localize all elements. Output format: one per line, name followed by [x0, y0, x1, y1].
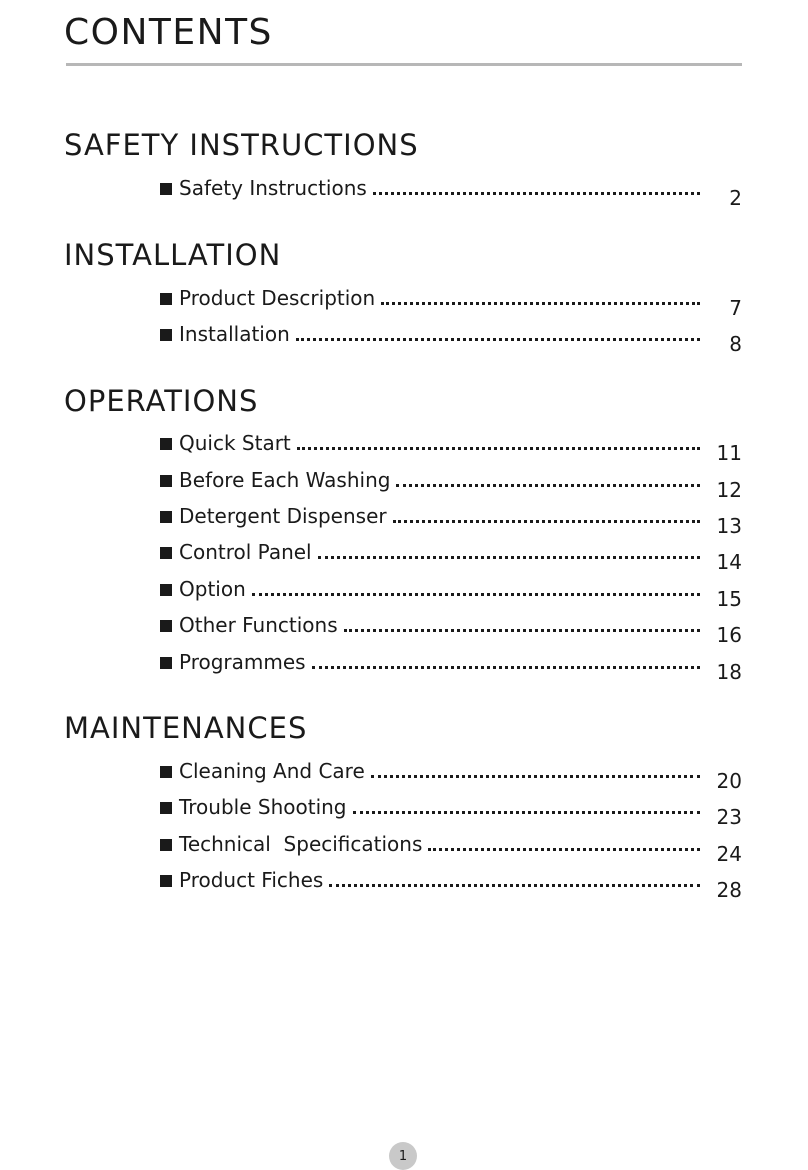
- square-bullet-icon: [160, 875, 172, 887]
- toc-entry-option[interactable]: [160, 575, 700, 601]
- toc-entry-label: Option: [179, 577, 246, 601]
- dot-leader: [252, 593, 700, 596]
- toc-entry-product-fiches[interactable]: [160, 866, 700, 892]
- section-heading-maintenances: MAINTENANCES: [64, 711, 308, 745]
- toc-entry-before-each-washing[interactable]: [160, 466, 700, 492]
- toc-page-number: 16: [716, 623, 742, 647]
- toc-page-number: 11: [716, 441, 742, 465]
- dot-leader: [312, 666, 700, 669]
- toc-page-number: 12: [716, 478, 742, 502]
- toc-entry-installation[interactable]: [160, 320, 700, 346]
- dot-leader: [344, 629, 700, 632]
- toc-page-number: 14: [716, 550, 742, 574]
- dot-leader: [393, 520, 700, 523]
- toc-entry-label: Before Each Washing: [179, 468, 391, 492]
- section-heading-operations: OPERATIONS: [64, 384, 259, 418]
- toc-entry-other-functions[interactable]: [160, 611, 700, 637]
- toc-page-number: 20: [716, 769, 742, 793]
- toc-page-number: 8: [729, 332, 742, 356]
- dot-leader: [297, 447, 700, 450]
- square-bullet-icon: [160, 584, 172, 596]
- square-bullet-icon: [160, 475, 172, 487]
- toc-page-number: 23: [716, 805, 742, 829]
- square-bullet-icon: [160, 657, 172, 669]
- page-title: CONTENTS: [64, 12, 273, 53]
- square-bullet-icon: [160, 183, 172, 195]
- toc-entry-label: Cleaning And Care: [179, 759, 365, 783]
- toc-entry-label: Safety Instructions: [179, 176, 367, 200]
- toc-entry-label: Programmes: [179, 650, 306, 674]
- toc-page-number: 18: [716, 660, 742, 684]
- dot-leader: [318, 556, 700, 559]
- toc-entry-label: Control Panel: [179, 540, 312, 564]
- toc-page-number: 15: [716, 587, 742, 611]
- dot-leader: [428, 848, 700, 851]
- toc-page-number: 2: [729, 186, 742, 210]
- square-bullet-icon: [160, 839, 172, 851]
- toc-entry-label: Installation: [179, 322, 290, 346]
- dot-leader: [381, 302, 700, 305]
- dot-leader: [396, 484, 700, 487]
- toc-entry-detergent-dispenser[interactable]: [160, 502, 700, 528]
- dot-leader: [371, 775, 700, 778]
- toc-entry-safety-instructions[interactable]: [160, 174, 700, 200]
- toc-entry-label: Detergent Dispenser: [179, 504, 387, 528]
- toc-entry-label: Product Description: [179, 286, 376, 310]
- toc-entry-label: Technical Specifications: [179, 832, 423, 856]
- toc-entry-trouble-shooting[interactable]: [160, 793, 700, 819]
- toc-entry-product-description[interactable]: [160, 284, 700, 310]
- toc-entry-label: Other Functions: [179, 613, 338, 637]
- toc-entry-technical-specifications[interactable]: [160, 830, 700, 856]
- footer-page-number: 1: [389, 1142, 417, 1170]
- square-bullet-icon: [160, 802, 172, 814]
- toc-entry-label: Product Fiches: [179, 868, 324, 892]
- section-heading-safety: SAFETY INSTRUCTIONS: [64, 128, 419, 162]
- toc-entry-cleaning-and-care[interactable]: [160, 757, 700, 783]
- title-divider: [66, 63, 742, 66]
- section-heading-installation: INSTALLATION: [64, 238, 282, 272]
- square-bullet-icon: [160, 438, 172, 450]
- toc-page-number: 7: [729, 296, 742, 320]
- dot-leader: [353, 811, 701, 814]
- square-bullet-icon: [160, 766, 172, 778]
- toc-entry-label: Quick Start: [179, 431, 291, 455]
- toc-page-number: 28: [716, 878, 742, 902]
- toc-entry-programmes[interactable]: [160, 648, 700, 674]
- square-bullet-icon: [160, 547, 172, 559]
- toc-entry-quick-start[interactable]: [160, 429, 700, 455]
- square-bullet-icon: [160, 293, 172, 305]
- toc-page-number: 24: [716, 842, 742, 866]
- toc-page-number: 13: [716, 514, 742, 538]
- square-bullet-icon: [160, 511, 172, 523]
- dot-leader: [373, 192, 700, 195]
- dot-leader: [329, 884, 700, 887]
- dot-leader: [296, 338, 700, 341]
- square-bullet-icon: [160, 620, 172, 632]
- square-bullet-icon: [160, 329, 172, 341]
- toc-entry-control-panel[interactable]: [160, 538, 700, 564]
- toc-entry-label: Trouble Shooting: [179, 795, 347, 819]
